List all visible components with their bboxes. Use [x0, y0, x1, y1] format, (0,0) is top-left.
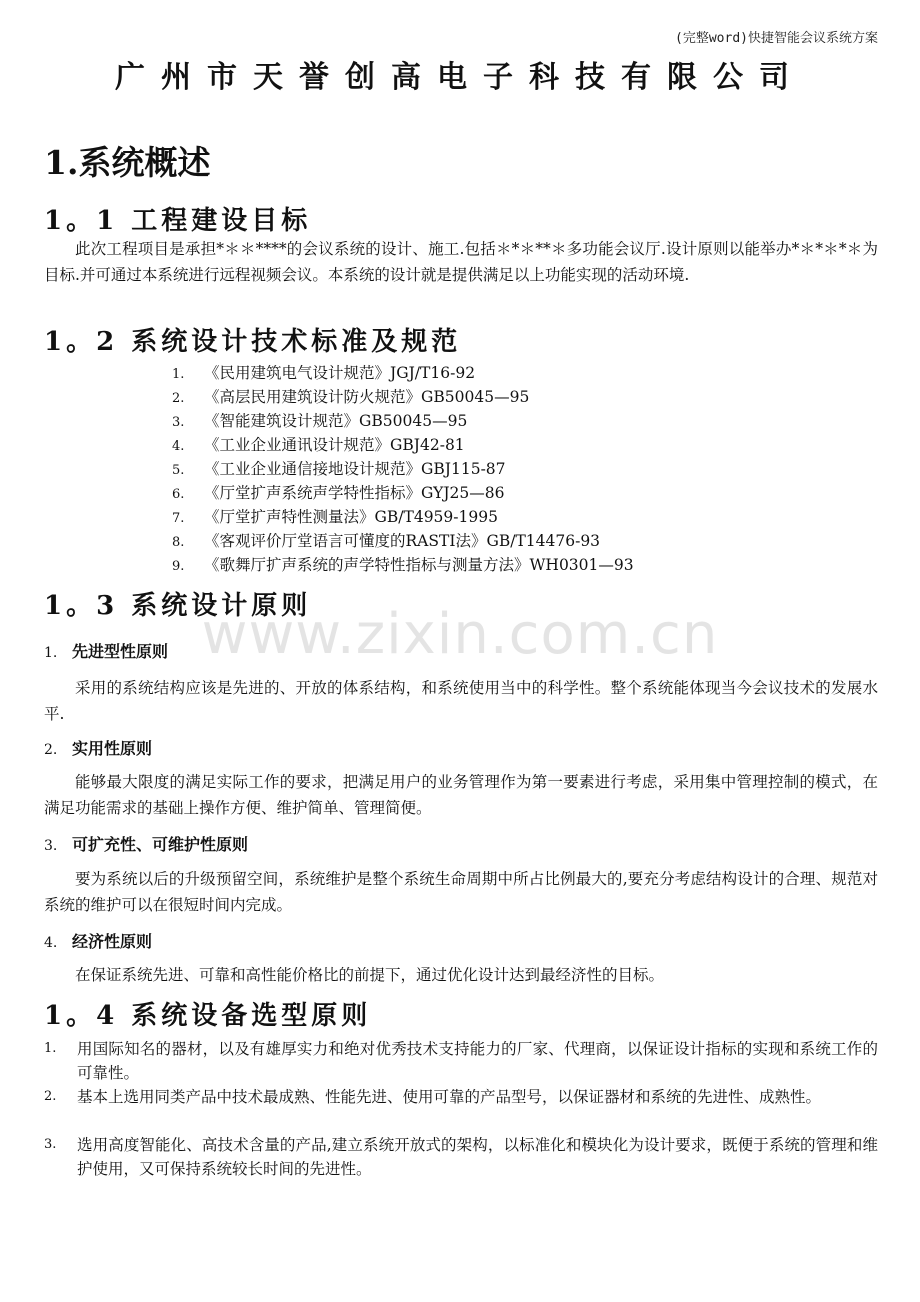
- principle-title: 实用性原则: [72, 739, 153, 758]
- item-text: 《客观评价厅堂语言可懂度的RASTI法》GB/T14476-93: [204, 532, 601, 550]
- item-number: 6.: [172, 487, 185, 502]
- item-text: 《工业企业通讯设计规范》GBJ42-81: [204, 436, 465, 454]
- item-text: 基本上选用同类产品中技术最成熟、性能先进、使用可靠的产品型号，以保证器材和系统的先进性、成熟性。: [77, 1088, 822, 1106]
- standard-item: [172, 361, 475, 387]
- item-number: 3.: [172, 415, 185, 430]
- item-text: 用国际知名的器材，以及有雄厚实力和绝对优秀技术支持能力的厂家、代理商，以保证设计指标的实现和系统工作的可靠性。: [77, 1040, 878, 1082]
- item-text: 《民用建筑电气设计规范》JGJ/T16-92: [204, 364, 476, 382]
- principle-paragraph: 要为系统以后的升级预留空间，系统维护是整个系统生命周期中所占比例最大的,要充分考虑结构设计的合理、规范对系统的维护可以在很短时间内完成。: [44, 870, 878, 914]
- section-heading-1-1: 1。1 工程建设目标: [44, 206, 312, 236]
- principle-title: 经济性原则: [72, 932, 153, 951]
- item-number: 8.: [172, 535, 185, 550]
- list-item: [44, 1133, 878, 1181]
- item-number: 5.: [172, 463, 185, 478]
- item-number: 9.: [172, 559, 185, 574]
- item-text: 《工业企业通信接地设计规范》GBJ115-87: [204, 460, 506, 478]
- section-paragraph-1-1: 此次工程项目是承担*＊＊****的会议系统的设计、施工.包括＊*＊**＊多功能会议厅.设计原则以能举办*＊*＊*＊为目标.并可通过本系统进行远程视频会议。本系统的设计就是提供满足以上功能实现的活动环境.: [44, 240, 878, 284]
- principle-heading: [44, 639, 168, 662]
- standard-item: [172, 457, 506, 483]
- standard-item: [172, 529, 600, 555]
- principle-paragraph: 在保证系统先进、可靠和高性能价格比的前提下，通过优化设计达到最经济性的目标。: [75, 966, 665, 984]
- principle-heading: [44, 832, 248, 855]
- header-note: (完整word)快捷智能会议系统方案: [675, 31, 878, 46]
- item-text: 选用高度智能化、高技术含量的产品,建立系统开放式的架构，以标准化和模块化为设计要求，既便于系统的管理和维护使用，又可保持系统较长时间的先进性。: [77, 1136, 878, 1178]
- watermark: www.zixin.com.cn: [201, 602, 719, 667]
- list-item: [44, 1085, 878, 1109]
- list-item: [44, 1037, 878, 1085]
- item-number: 4.: [172, 439, 185, 454]
- item-text: 《厅堂扩声特性测量法》GB/T4959-1995: [204, 508, 498, 526]
- principle-number: 1.: [44, 645, 58, 661]
- standard-item: [172, 505, 498, 531]
- section-heading-1-3: 1。3 系统设计原则: [44, 591, 312, 621]
- company-name: 广州市天誉创高电子科技有限公司: [115, 60, 805, 95]
- item-text: 《歌舞厅扩声系统的声学特性指标与测量方法》WH0301—93: [204, 556, 634, 574]
- principle-title: 先进型性原则: [72, 642, 169, 661]
- item-number: 7.: [172, 511, 185, 526]
- standard-item: [172, 433, 465, 459]
- standard-item: [172, 481, 505, 507]
- principle-title: 可扩充性、可维护性原则: [72, 835, 249, 854]
- item-text: 《高层民用建筑设计防火规范》GB50045—95: [204, 388, 530, 406]
- principle-heading: [44, 929, 152, 952]
- principle-number: 2.: [44, 742, 58, 758]
- standard-item: [172, 385, 529, 411]
- section-heading-1-2: 1。2 系统设计技术标准及规范: [44, 327, 462, 357]
- item-number: 1.: [44, 1041, 57, 1056]
- section-heading-1-4: 1。4 系统设备选型原则: [44, 1001, 372, 1031]
- item-number: 1.: [172, 367, 185, 382]
- item-number: 2.: [44, 1089, 57, 1104]
- principle-heading: [44, 736, 152, 759]
- item-text: 《厅堂扩声系统声学特性指标》GYJ25—86: [204, 484, 505, 502]
- item-number: 2.: [172, 391, 185, 406]
- principle-number: 3.: [44, 838, 58, 854]
- item-number: 3.: [44, 1137, 57, 1152]
- principle-number: 4.: [44, 935, 58, 951]
- standard-item: [172, 553, 634, 579]
- standard-item: [172, 409, 467, 435]
- chapter-heading: 1.系统概述: [44, 143, 211, 182]
- item-text: 《智能建筑设计规范》GB50045—95: [204, 412, 468, 430]
- principle-paragraph: 能够最大限度的满足实际工作的要求，把满足用户的业务管理作为第一要素进行考虑，采用集中管理控制的模式，在满足功能需求的基础上操作方便、维护简单、管理简便。: [44, 773, 878, 817]
- principle-paragraph: 采用的系统结构应该是先进的、开放的体系结构，和系统使用当中的科学性。整个系统能体现当今会议技术的发展水平.: [44, 679, 878, 723]
